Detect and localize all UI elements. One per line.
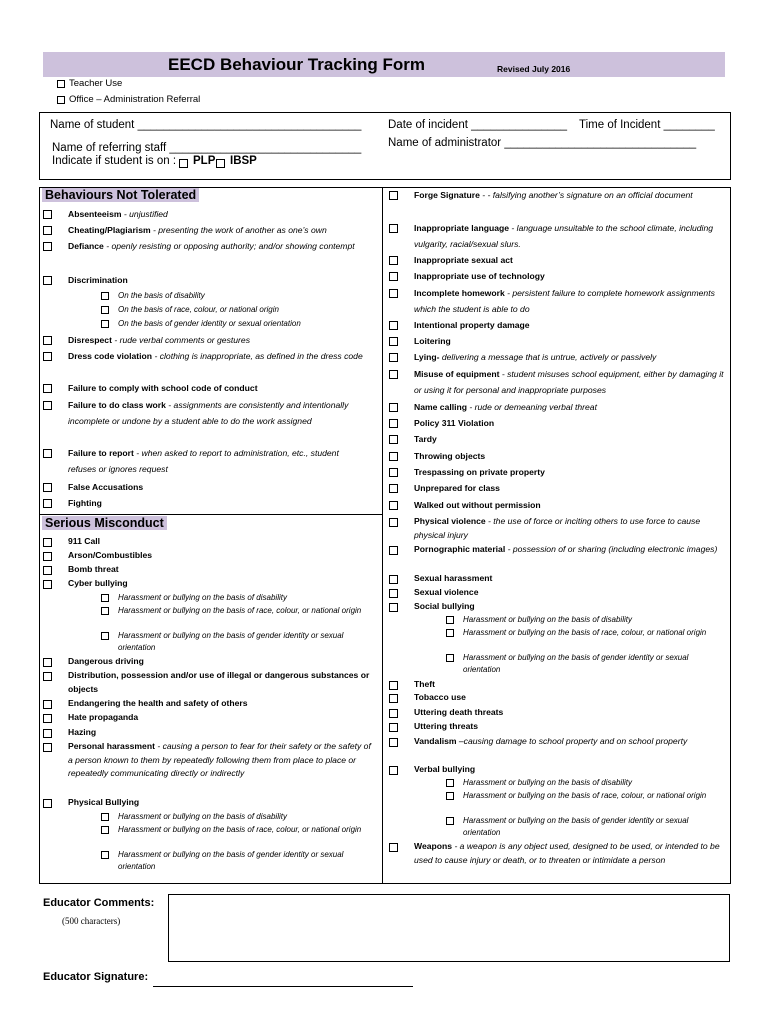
walked-out-without-permission-item: Walked out without permission [414,500,541,510]
harassment-or-bullying-on-the-basis-of-disability-checkbox[interactable] [101,813,109,821]
hazing-checkbox[interactable] [43,729,52,738]
administrator-name-field[interactable]: Name of administrator ______________________________ [388,137,697,149]
failure-to-report-checkbox[interactable] [43,449,52,458]
trespassing-on-private-property-checkbox[interactable] [389,468,398,477]
trespassing-on-private-property-item: Trespassing on private property [414,467,545,477]
social-bullying-item: Social bullying [414,601,475,611]
policy-311-violation-checkbox[interactable] [389,419,398,428]
section-serious-misconduct: Serious Misconduct [42,516,167,530]
sub-option: Harassment or bullying on the basis of race, colour, or national origin [118,825,362,834]
dangerous-driving-item: Dangerous driving [68,656,144,666]
teacher-use-checkbox[interactable] [57,80,65,88]
fighting-item: Fighting [68,498,102,508]
tardy-item: Tardy [414,434,437,444]
sub-option: Harassment or bullying on the basis of race, colour, or national origin [463,791,707,800]
harassment-or-bullying-on-the-basis-of-disability-checkbox[interactable] [446,616,454,624]
uttering-threats-item: Uttering threats [414,721,478,731]
sexual-harassment-item: Sexual harassment [414,573,493,583]
sub-option: Harassment or bullying on the basis of disability [463,615,632,624]
intentional-property-damage-item: Intentional property damage [414,320,530,330]
sub-option: On the basis of gender identity or sexual orientation [118,319,301,328]
social-bullying-checkbox[interactable] [389,603,398,612]
referring-staff-field[interactable]: Name of referring staff ______________________________ [52,142,362,154]
physical-bullying-checkbox[interactable] [43,799,52,808]
unprepared-for-class-checkbox[interactable] [389,484,398,493]
office-referral-label: Office – Administration Referral [69,94,201,105]
harassment-or-bullying-on-the-basis-of-race-colour-or-national-origin-checkbox[interactable] [446,792,454,800]
inappropriate-language-item: Inappropriate language - language unsuitable to the school climate, including vulgarity, racial/sexual slurs. [414,223,714,249]
vandalism-item: Vandalism –causing damage to school property and on school property [414,736,688,746]
verbal-bullying-checkbox[interactable] [389,766,398,775]
physical-violence-checkbox[interactable] [389,518,398,527]
inappropriate-sexual-act-item: Inappropriate sexual act [414,255,513,265]
incomplete-homework-checkbox[interactable] [389,289,398,298]
failure-to-do-class-work-item: Failure to do class work - assignments are consistently and intentionally incomplete or undone by a student able to do the work assigned [68,400,349,426]
hate-propaganda-item: Hate propaganda [68,712,139,722]
harassment-or-bullying-on-the-basis-of-race-colour-or-national-origin-checkbox[interactable] [101,826,109,834]
misuse-of-equipment-checkbox[interactable] [389,370,398,379]
discrimination-item: Discrimination [68,275,128,285]
name-calling-checkbox[interactable] [389,403,398,412]
911-call-item: 911 Call [68,536,101,546]
educator-signature-label: Educator Signature: [43,971,149,983]
inappropriate-use-of-technology-item: Inappropriate use of technology [414,271,545,281]
policy-311-violation-item: Policy 311 Violation [414,418,495,428]
sub-option: Harassment or bullying on the basis of gender identity or sexual orientation [118,850,344,871]
sub-option: Harassment or bullying on the basis of gender identity or sexual orientation [463,653,689,674]
inappropriate-language-checkbox[interactable] [389,224,398,233]
sub-option: On the basis of race, colour, or national origin [118,305,279,314]
hate-propaganda-checkbox[interactable] [43,714,52,723]
failure-to-report-item: Failure to report - when asked to report to administration, etc., student refuses or ignores request [68,448,339,474]
uttering-death-threats-checkbox[interactable] [389,709,398,718]
disrespect-checkbox[interactable] [43,336,52,345]
tobacco-use-checkbox[interactable] [389,694,398,703]
intentional-property-damage-checkbox[interactable] [389,321,398,330]
section-not-tolerated: Behaviours Not Tolerated [42,188,199,202]
plp-label: PLP [193,155,216,167]
inappropriate-sexual-act-checkbox[interactable] [389,256,398,265]
section-divider [39,514,383,515]
misuse-of-equipment-item: Misuse of equipment - student misuses school equipment, either by damaging it or using it for personal and inappropriate purposes [414,369,724,395]
tobacco-use-item: Tobacco use [414,692,466,702]
forge-signature-item: Forge Signature - - falsifying another’s signature on an official document [414,190,693,200]
arson-combustibles-checkbox[interactable] [43,552,52,561]
cyber-bullying-item: Cyber bullying [68,578,128,588]
time-of-incident-field[interactable]: Time of Incident ________ [579,119,715,131]
sub-option: On the basis of disability [118,291,205,300]
absenteeism-item: Absenteeism - unjustified [68,209,168,219]
educator-comments-input[interactable] [168,894,730,962]
pornographic-material-checkbox[interactable] [389,546,398,555]
teacher-use-label: Teacher Use [69,78,123,89]
absenteeism-checkbox[interactable] [43,210,52,219]
throwing-objects-item: Throwing objects [414,451,486,461]
on-the-basis-of-disability-checkbox[interactable] [101,292,109,300]
dress-code-violation-item: Dress code violation - clothing is inappropriate, as defined in the dress code [68,351,363,361]
sexual-harassment-checkbox[interactable] [389,575,398,584]
indicate-label: Indicate if student is on : [52,155,177,167]
signature-line[interactable] [153,986,413,987]
throwing-objects-checkbox[interactable] [389,452,398,461]
endangering-the-health-and-safety-of-others-item: Endangering the health and safety of others [68,698,248,708]
theft-checkbox[interactable] [389,681,398,690]
sexual-violence-item: Sexual violence [414,587,479,597]
sexual-violence-checkbox[interactable] [389,589,398,598]
harassment-or-bullying-on-the-basis-of-race-colour-or-national-origin-checkbox[interactable] [446,629,454,637]
lying-checkbox[interactable] [389,353,398,362]
discrimination-checkbox[interactable] [43,276,52,285]
uttering-death-threats-item: Uttering death threats [414,707,504,717]
dress-code-violation-checkbox[interactable] [43,352,52,361]
false-accusations-checkbox[interactable] [43,483,52,492]
weapons-checkbox[interactable] [389,843,398,852]
physical-bullying-item: Physical Bullying [68,797,140,807]
verbal-bullying-item: Verbal bullying [414,764,476,774]
column-divider [382,187,383,884]
loitering-checkbox[interactable] [389,337,398,346]
date-of-incident-field[interactable]: Date of incident _______________ [388,119,568,131]
sub-option: Harassment or bullying on the basis of race, colour, or national origin [118,606,362,615]
harassment-or-bullying-on-the-basis-of-race-colour-or-national-origin-checkbox[interactable] [101,607,109,615]
personal-harassment-checkbox[interactable] [43,743,52,752]
cheating-plagiarism-item: Cheating/Plagiarism - presenting the work of another as one’s own [68,225,327,235]
vandalism-checkbox[interactable] [389,738,398,747]
arson-combustibles-item: Arson/Combustibles [68,550,153,560]
weapons-item: Weapons - a weapon is any object used, designed to be used, or intended to be used to cause injury or death, or to threaten or intimidate a person [414,841,720,865]
on-the-basis-of-race-colour-or-national-origin-checkbox[interactable] [101,306,109,314]
student-name-field[interactable]: Name of student ___________________________________ [50,119,362,131]
uttering-threats-checkbox[interactable] [389,723,398,732]
dangerous-driving-checkbox[interactable] [43,658,52,667]
physical-violence-item: Physical violence - the use of force or inciting others to use force to cause physical injury [414,516,701,540]
harassment-or-bullying-on-the-basis-of-gender-identity-or-sexual-orientation-checkbox[interactable] [446,654,454,662]
unprepared-for-class-item: Unprepared for class [414,483,500,493]
sub-option: Harassment or bullying on the basis of disability [118,593,287,602]
name-calling-item: Name calling - rude or demeaning verbal threat [414,402,597,412]
lying-item: Lying- delivering a message that is untrue, actively or passively [414,352,657,362]
sub-option: Harassment or bullying on the basis of disability [118,812,287,821]
harassment-or-bullying-on-the-basis-of-disability-checkbox[interactable] [446,779,454,787]
char-limit-note: (500 characters) [62,916,121,926]
inappropriate-use-of-technology-checkbox[interactable] [389,272,398,281]
distribution-possession-and-or-use-of-illegal-or-dangerous-substances-or-objects-item: Distribution, possession and/or use of illegal or dangerous substances or objects [68,670,370,694]
walked-out-without-permission-checkbox[interactable] [389,501,398,510]
sub-option: Harassment or bullying on the basis of race, colour, or national origin [463,628,707,637]
bomb-threat-item: Bomb threat [68,564,119,574]
sub-option: Harassment or bullying on the basis of disability [463,778,632,787]
failure-to-do-class-work-checkbox[interactable] [43,401,52,410]
form-title: EECD Behaviour Tracking Form [168,55,425,74]
pornographic-material-item: Pornographic material - possession of or sharing (including electronic images) [414,544,718,554]
defiance-checkbox[interactable] [43,242,52,251]
defiance-item: Defiance - openly resisting or opposing authority; and/or showing contempt [68,241,355,251]
false-accusations-item: False Accusations [68,482,144,492]
ibsp-label: IBSP [230,155,257,167]
loitering-item: Loitering [414,336,451,346]
harassment-or-bullying-on-the-basis-of-gender-identity-or-sexual-orientation-checkbox[interactable] [446,817,454,825]
sub-option: Harassment or bullying on the basis of gender identity or sexual orientation [463,816,689,837]
failure-to-comply-with-school-code-of-conduct-checkbox[interactable] [43,384,52,393]
ibsp-checkbox[interactable] [216,159,225,168]
distribution-possession-and-or-use-of-illegal-or-dangerous-substances-or-objects-checkbox[interactable] [43,672,52,681]
hazing-item: Hazing [68,727,97,737]
personal-harassment-item: Personal harassment - causing a person to fear for their safety or the safety of a person known to them by repeatedly following them from place to place or repeatedly communicating directly or indirectly [68,741,371,778]
forge-signature-checkbox[interactable] [389,191,398,200]
fighting-checkbox[interactable] [43,499,52,508]
harassment-or-bullying-on-the-basis-of-gender-identity-or-sexual-orientation-checkbox[interactable] [101,632,109,640]
disrespect-item: Disrespect - rude verbal comments or gestures [68,335,250,345]
sub-option: Harassment or bullying on the basis of gender identity or sexual orientation [118,631,344,652]
office-referral-checkbox[interactable] [57,96,65,104]
endangering-the-health-and-safety-of-others-checkbox[interactable] [43,700,52,709]
cyber-bullying-checkbox[interactable] [43,580,52,589]
failure-to-comply-with-school-code-of-conduct-item: Failure to comply with school code of conduct [68,383,258,393]
revised-date: Revised July 2016 [497,64,571,74]
tardy-checkbox[interactable] [389,435,398,444]
cheating-plagiarism-checkbox[interactable] [43,226,52,235]
911-call-checkbox[interactable] [43,538,52,547]
plp-checkbox[interactable] [179,159,188,168]
harassment-or-bullying-on-the-basis-of-disability-checkbox[interactable] [101,594,109,602]
bomb-threat-checkbox[interactable] [43,566,52,575]
theft-item: Theft [414,679,436,689]
incomplete-homework-item: Incomplete homework - persistent failure to complete homework assignments which the student is able to do [414,288,715,314]
educator-comments-label: Educator Comments: [43,897,155,909]
on-the-basis-of-gender-identity-or-sexual-orientation-checkbox[interactable] [101,320,109,328]
harassment-or-bullying-on-the-basis-of-gender-identity-or-sexual-orientation-checkbox[interactable] [101,851,109,859]
